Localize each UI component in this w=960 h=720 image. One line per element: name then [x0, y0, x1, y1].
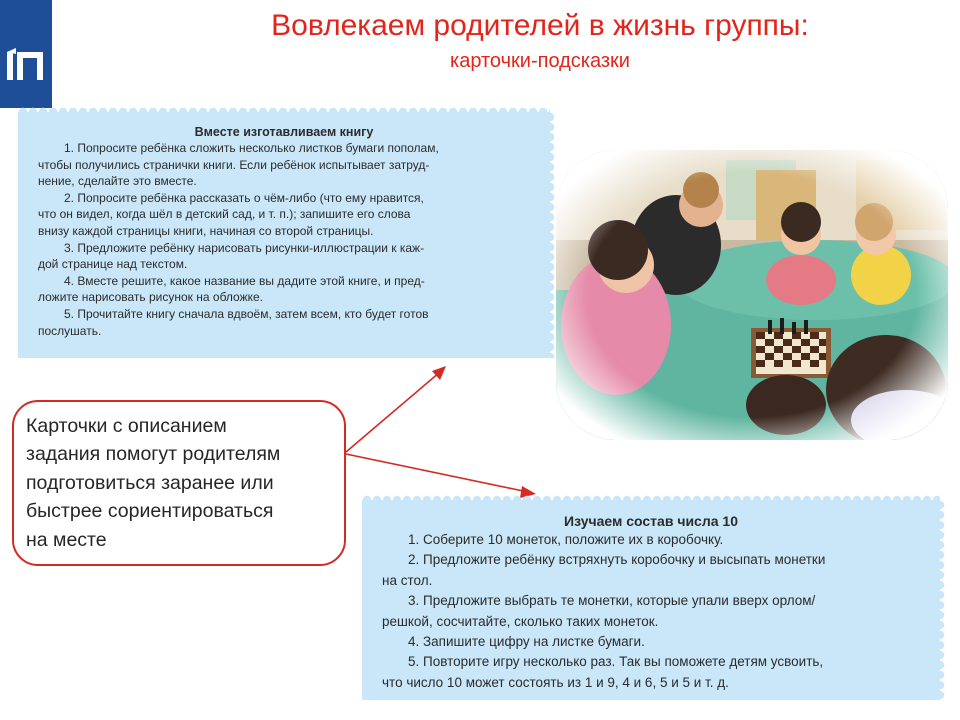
card-make-book-line: послушать.: [38, 323, 102, 338]
card-make-book-line: внизу каждой страницы книги, начиная со второй страницы.: [38, 223, 374, 238]
card-make-book-line: что он видел, когда шёл в детский сад, и т. п.); запишите его слова: [38, 207, 411, 222]
card-number-ten-line: 2. Предложите ребёнку встряхнуть коробочку и высыпать монетки: [408, 552, 826, 568]
card-make-book-line: 4. Вместе решите, какое название вы дадите этой книге, и пред-: [64, 273, 425, 288]
page-title: Вовлекаем родителей в жизнь группы:: [271, 9, 809, 42]
card-number-ten-line: на стол.: [382, 572, 433, 588]
card-number-ten-line: 1. Соберите 10 монеток, положите их в коробочку.: [408, 532, 724, 547]
callout-line: быстрее сориентироваться: [26, 500, 274, 523]
card-make-book-title: Вместе изготавливаем книгу: [194, 125, 374, 139]
card-number-ten-line: что число 10 может состоять из 1 и 9, 4 и 6, 5 и 5 и т. д.: [382, 674, 729, 690]
callout-text: [26, 412, 344, 554]
card-make-book-line: дой странице над текстом.: [38, 257, 188, 272]
card-number-ten-title: Изучаем состав числа 10: [564, 513, 738, 529]
card-number-ten-line: 5. Повторите игру несколько раз. Так вы поможете детям усвоить,: [408, 654, 824, 670]
callout-line: подготовиться заранее или: [26, 471, 274, 494]
card-make-book-line: ложите нарисовать рисунок на обложке.: [38, 290, 263, 305]
card-make-book-line: 2. Попросите ребёнка рассказать о чём-либо (что ему нравится,: [64, 190, 424, 205]
card-number-ten-line: 4. Запишите цифру на листке бумаги.: [408, 634, 645, 650]
card-make-book-line: чтобы получились странички книги. Если ребёнок испытывает затруд-: [38, 157, 430, 172]
card-number-ten: [362, 500, 940, 700]
arrow-to-top-card: [346, 366, 446, 452]
callout-line: задания помогут родителям: [26, 443, 281, 466]
arrow-to-bottom-card: [346, 454, 536, 498]
card-number-ten-line: решкой, сосчитайте, сколько таких монеток.: [382, 613, 659, 629]
callout-line: Карточки с описанием: [26, 415, 227, 437]
card-make-book-line: нение, сделайте это вместе.: [38, 174, 197, 189]
callout-line: на месте: [26, 528, 107, 551]
card-make-book-line: 1. Попросите ребёнка сложить несколько листков бумаги пополам,: [64, 141, 439, 155]
card-number-ten-line: 3. Предложите выбрать те монетки, которые упали вверх орлом/: [408, 593, 816, 609]
info-callout: [12, 400, 346, 566]
page-subtitle: карточки-подсказки: [450, 50, 630, 72]
card-make-book-line: 3. Предложите ребёнку нарисовать рисунки-иллюстрации к каж-: [64, 240, 425, 255]
card-make-book-line: 5. Прочитайте книгу сначала вдвоём, затем всем, кто будет готов: [64, 306, 429, 321]
